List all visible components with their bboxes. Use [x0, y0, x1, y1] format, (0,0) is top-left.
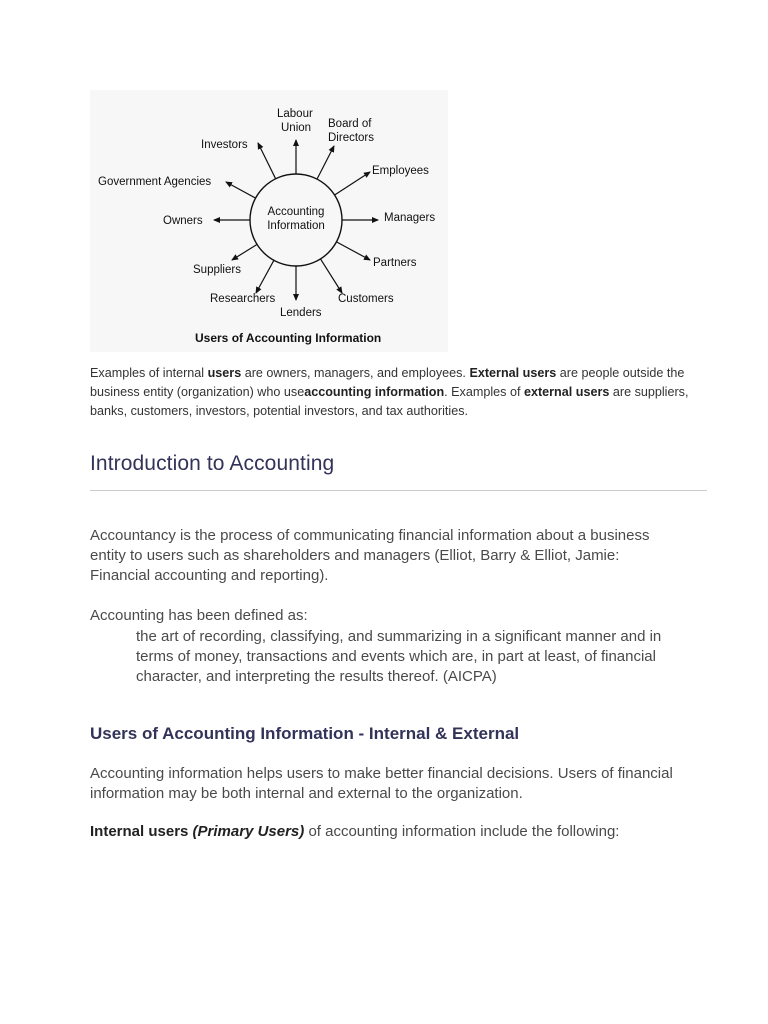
- diagram-svg: [90, 90, 448, 352]
- intro-text-2: are owners, managers, and employees.: [241, 366, 470, 380]
- node-owners: Owners: [163, 215, 203, 227]
- intro-text-4: . Examples of: [444, 385, 524, 399]
- arrow-board: [317, 146, 334, 179]
- definition-quote: the art of recording, classifying, and summarizing in a significant manner and in terms of money, transactions and events which are, in part at least, of financial character, and interpreting the results thereof. (AICPA): [136, 628, 662, 685]
- intro-bold-external-users: External users: [469, 366, 557, 380]
- arrow-researchers: [256, 260, 274, 293]
- internal-users-rest: of accounting information include the following:: [304, 823, 620, 840]
- arrow-customers: [321, 259, 343, 293]
- intro-bold-external-users-2: external users: [523, 385, 610, 399]
- users-paragraph: Accounting information helps users to make better financial decisions. Users of financial information may be both internal and external to the organization.: [90, 765, 673, 802]
- arrow-employees: [335, 172, 370, 195]
- primary-users-italic: (Primary Users): [192, 823, 305, 840]
- accountancy-paragraph: Accountancy is the process of communicating financial information about a business entity to users such as shareholders and managers (Elliot, Barry & Elliot, Jamie: Financial accounting and reporting).: [90, 527, 650, 584]
- section-divider: [90, 490, 707, 491]
- node-employees: Employees: [372, 165, 429, 177]
- node-labour-union-line2: Union: [281, 122, 312, 134]
- intro-text-1: Examples of internal: [90, 366, 208, 380]
- accounting-users-diagram: [90, 90, 448, 352]
- arrow-government: [226, 182, 256, 198]
- node-board-line2: Directors: [328, 132, 375, 144]
- arrow-suppliers: [232, 244, 257, 260]
- node-labour-union-line1: Labour: [277, 108, 313, 120]
- arrow-partners: [337, 242, 371, 260]
- center-label-line2: Information: [267, 220, 325, 232]
- node-government-agencies: Government Agencies: [98, 176, 212, 188]
- diagram-caption: Users of Accounting Information: [195, 331, 382, 345]
- node-board-line1: Board of: [328, 118, 372, 130]
- node-researchers: Researchers: [210, 293, 276, 305]
- internal-users-bold: Internal users: [90, 823, 189, 840]
- node-suppliers: Suppliers: [193, 264, 241, 276]
- intro-text-5: are suppliers, banks, customers, investors, potential investors, and tax authorities.: [90, 385, 689, 418]
- intro-paragraph: [90, 364, 690, 421]
- intro-bold-users: users: [207, 366, 242, 380]
- users-section-title: Users of Accounting Information - Internal & External: [90, 724, 520, 743]
- center-label-line1: Accounting: [267, 206, 325, 218]
- intro-bold-accounting-information: accounting information: [304, 385, 445, 399]
- defined-intro-text: Accounting has been defined as:: [90, 607, 308, 624]
- intro-text-3: are people outside the business entity (organization) who use: [90, 366, 685, 399]
- section-title: Introduction to Accounting: [90, 452, 335, 475]
- arrow-investors: [258, 143, 276, 179]
- internal-users-paragraph: [90, 822, 680, 842]
- node-managers: Managers: [384, 212, 436, 224]
- node-partners: Partners: [373, 257, 417, 269]
- node-investors: Investors: [201, 139, 248, 151]
- node-lenders: Lenders: [280, 307, 322, 319]
- node-customers: Customers: [338, 293, 394, 305]
